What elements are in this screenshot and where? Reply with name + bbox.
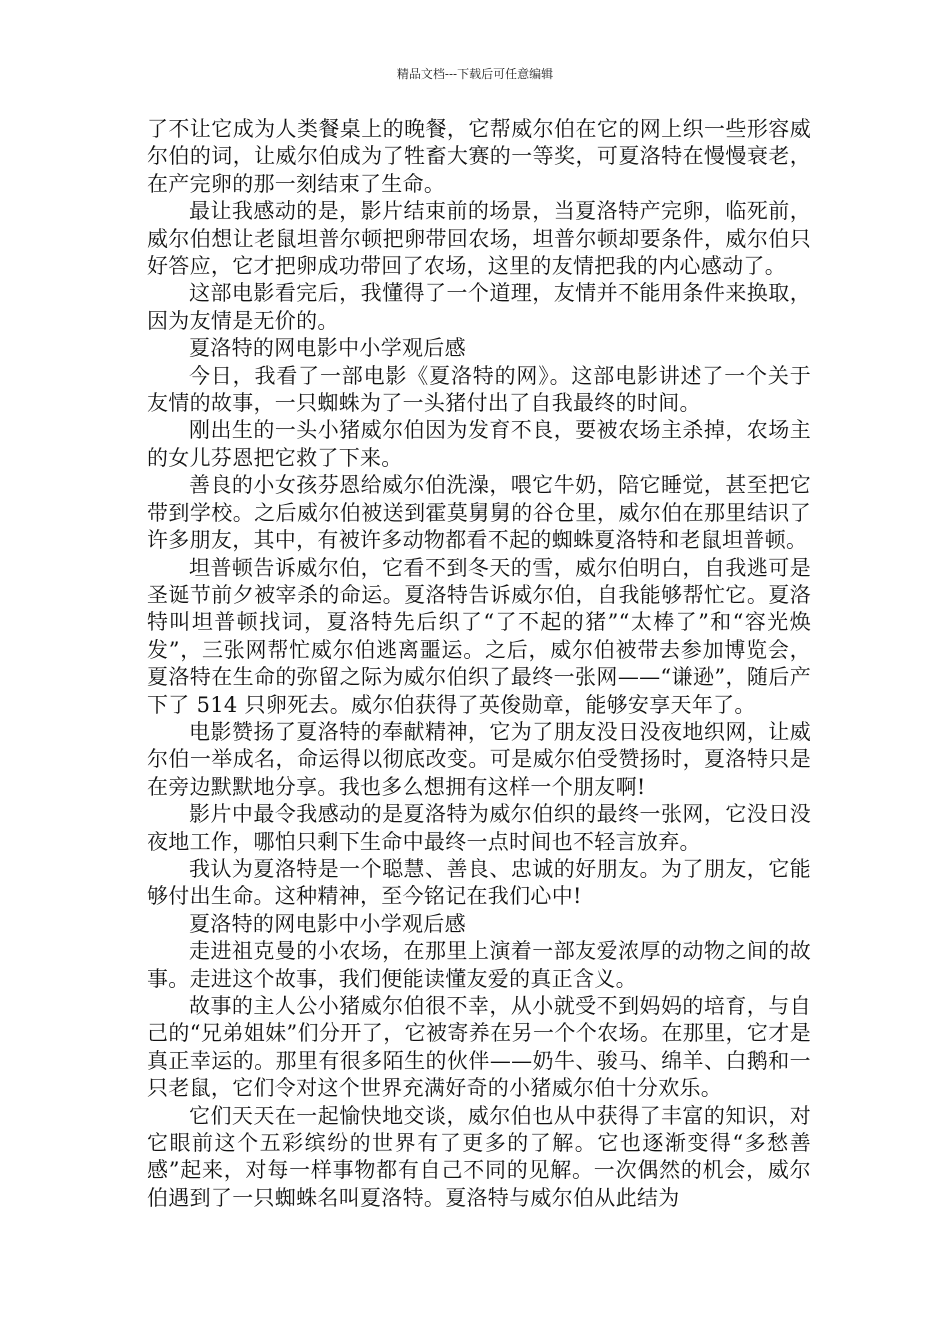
paragraph: 今日，我看了一部电影《夏洛特的网》。这部电影讲述了一个关于友情的故事，一只蜘蛛为了一头猪付出了自我最终的时间。 [147, 363, 811, 416]
paragraph: 了不让它成为人类餐桌上的晚餐，它帮威尔伯在它的网上织一些形容威尔伯的词，让威尔伯成为了牲畜大赛的一等奖，可夏洛特在慢慢衰老，在产完卵的那一刻结束了生命。 [147, 117, 811, 196]
page-header: 精品文档---下载后可任意编辑 [396, 67, 554, 81]
paragraph: 故事的主人公小猪威尔伯很不幸，从小就受不到妈妈的培育，与自己的“兄弟姐妹”们分开了，它被寄养在另一个个农场。在那里，它才是真正幸运的。那里有很多陌生的伙伴——奶牛、骏马、绵羊、白鹅和一只老鼠，它们令对这个世界充满好奇的小猪威尔伯十分欢乐。 [147, 994, 811, 1101]
paragraph: 我认为夏洛特是一个聪慧、善良、忠诚的好朋友。为了朋友，它能够付出生命。这种精神，至今铭记在我们心中! [147, 856, 811, 909]
paragraph: 它们天天在一起愉快地交谈，威尔伯也从中获得了丰富的知识，对它眼前这个五彩缤纷的世界有了更多的了解。它也逐渐变得“多愁善感”起来，对每一样事物都有自己不同的见解。一次偶然的机会，威尔伯遇到了一只蜘蛛名叫夏洛特。夏洛特与威尔伯从此结为 [147, 1103, 811, 1210]
paragraph: 电影赞扬了夏洛特的奉献精神，它为了朋友没日没夜地织网，让威尔伯一举成名，命运得以彻底改变。可是威尔伯受赞扬时，夏洛特只是在旁边默默地分享。我也多么想拥有这样一个朋友啊! [147, 719, 811, 799]
document-body [147, 116, 811, 1212]
section-heading: 夏洛特的网电影中小学观后感 [189, 336, 466, 361]
paragraph: 坦普顿告诉威尔伯，它看不到冬天的雪，威尔伯明白，自我逃可是圣诞节前夕被宰杀的命运。夏洛特告诉威尔伯，自我能够帮忙它。夏洛特叫坦普顿找词，夏洛特先后织了“了不起的猪”“太棒了”和“容光焕发”，三张网帮忙威尔伯逃离噩运。之后，威尔伯被带去参加博览会，夏洛特在生命的弥留之际为威尔伯织了最终一张网——“谦逊”，随后产下了 514 只卵死去。威尔伯获得了英俊勋章，能够安享天年了。 [147, 555, 811, 717]
paragraph: 影片中最令我感动的是夏洛特为威尔伯织的最终一张网，它没日没夜地工作，哪怕只剩下生命中最终一点时间也不轻言放弃。 [147, 802, 811, 854]
paragraph: 善良的小女孩芬恩给威尔伯洗澡，喂它牛奶，陪它睡觉，甚至把它带到学校。之后威尔伯被送到霍莫舅舅的谷仓里，威尔伯在那里结识了许多朋友，其中，有被许多动物都看不起的蜘蛛夏洛特和老鼠坦普顿。 [147, 473, 811, 553]
paragraph: 这部电影看完后，我懂得了一个道理，友情并不能用条件来换取，因为友情是无价的。 [147, 281, 811, 333]
section-heading: 夏洛特的网电影中小学观后感 [189, 911, 466, 936]
paragraph: 最让我感动的是，影片结束前的场景，当夏洛特产完卵，临死前，威尔伯想让老鼠坦普尔顿把卵带回农场，坦普尔顿却要条件，威尔伯只好答应，它才把卵成功带回了农场，这里的友情把我的内心感动了。 [147, 199, 811, 279]
paragraph: 走进祖克曼的小农场，在那里上演着一部友爱浓厚的动物之间的故事。走进这个故事，我们便能读懂友爱的真正含义。 [147, 939, 811, 991]
paragraph: 刚出生的一头小猪威尔伯因为发育不良，要被农场主杀掉，农场主的女儿芬恩把它救了下来。 [147, 418, 811, 470]
